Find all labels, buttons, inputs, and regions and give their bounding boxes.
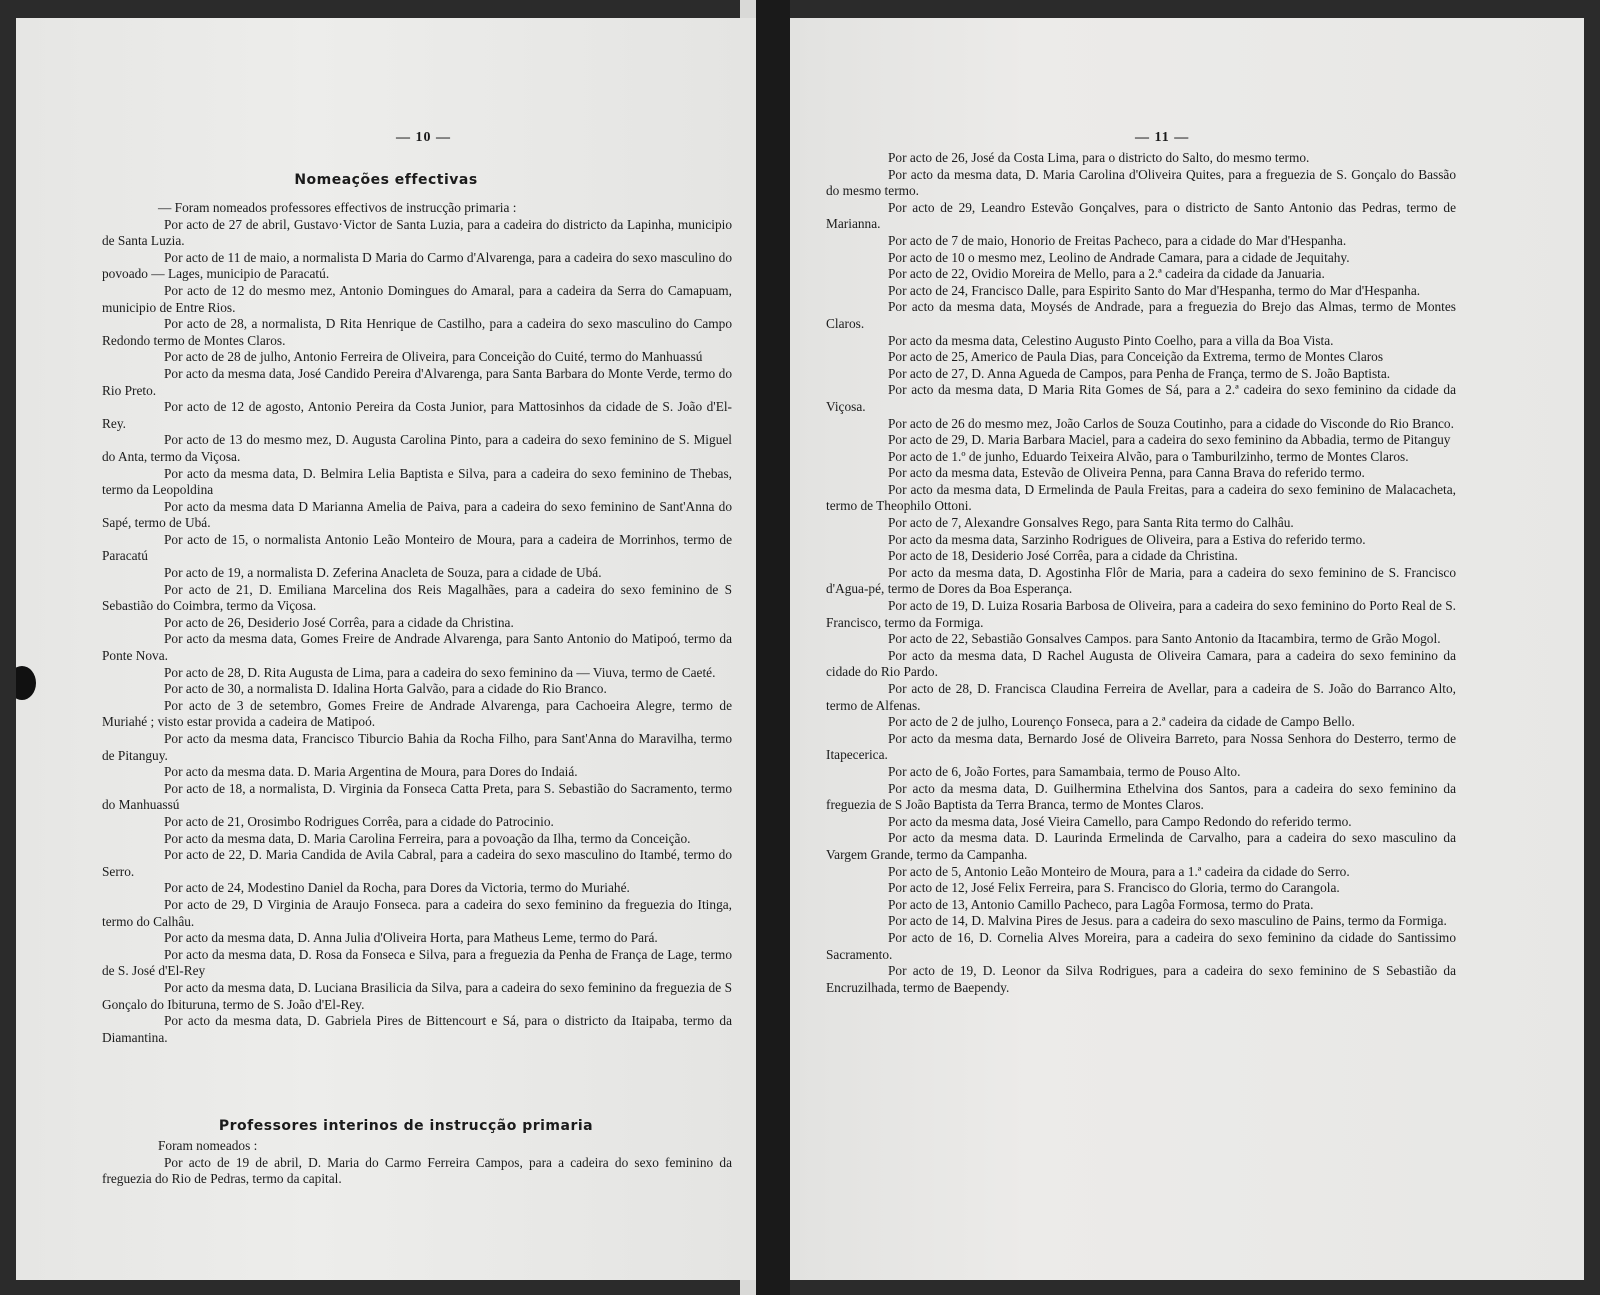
paragraph: Por acto de 12, José Felix Ferreira, para S. Francisco do Gloria, termo do Carangola. [888,880,1340,896]
paragraph: Por acto da mesma data, D Rachel Augusta de Oliveira Camara, para a cadeira do sexo feminino da cidade do Rio Pardo. [826,647,1456,680]
paragraph: Por acto da mesma data, D. Guilhermina Ethelvina dos Santos, para a cadeira do sexo feminino da freguezia de S João Baptista da Terra Branca, termo de Montes Claros. [826,780,1456,813]
paragraph: Por acto de 24, Francisco Dalle, para Espirito Santo do Mar d'Hespanha, termo do Mar d'Hespanha. [888,282,1421,298]
paragraph: Por acto da mesma data, Gomes Freire de Andrade Alvarenga, para Santo Antonio do Matipoó, termo da Ponte Nova. [102,631,732,664]
paragraph: Por acto de 21, Orosimbo Rodrigues Corrêa, para a cidade do Patrocinio. [164,813,554,829]
paragraph: Por acto de 7, Alexandre Gonsalves Rego, para Santa Rita termo do Calhâu. [888,515,1294,531]
paragraph: Por acto da mesma data, Estevão de Oliveira Penna, para Canna Brava do referido termo. [888,465,1365,481]
paragraph: Por acto da mesma data, José Vieira Camello, para Campo Redondo do referido termo. [888,813,1352,829]
paragraph: Por acto de 6, João Fortes, para Samambaia, termo de Pouso Alto. [888,763,1241,779]
paragraph: Por acto da mesma data, D. Maria Carolina Ferreira, para a povoação da Ilha, termo da Conceição. [164,830,691,846]
paragraph: Por acto da mesma data, D. Anna Julia d'Oliveira Horta, para Matheus Leme, termo do Pará. [164,930,658,946]
paragraph: Por acto da mesma data, José Candido Pereira d'Alvarenga, para Santa Barbara do Monte Verde, termo do Rio Preto. [102,365,732,398]
paragraph: Por acto de 26, José da Costa Lima, para o districto do Salto, do mesmo termo. [888,150,1310,165]
paragraph: Por acto de 30, a normalista D. Idalina Horta Galvão, para a cidade do Rio Branco. [164,681,607,697]
paragraph: Por acto de 14, D. Malvina Pires de Jesus. para a cadeira do sexo masculino de Pains, termo da Formiga. [888,913,1447,929]
paragraph: Por acto da mesma data. D. Laurinda Ermelinda de Carvalho, para a cadeira do sexo masculino da Vargem Grande, termo da Campanha. [826,830,1456,862]
paragraph: Por acto de 13 do mesmo mez, D. Augusta Carolina Pinto, para a cadeira do sexo feminino de S. Miguel do Anta, termo da Viçosa. [102,432,732,464]
paragraph: Por acto da mesma data, Moysés de Andrade, para a freguezia do Brejo das Almas, termo de Montes Claros. [826,299,1456,331]
paragraph: Por acto da mesma data. D. Maria Argentina de Moura, para Dores do Indaiá. [164,764,578,780]
paragraph: Por acto de 22, Ovidio Moreira de Mello, para a 2.ª cadeira da cidade da Januaria. [888,266,1325,282]
paragraph: Por acto de 19, a normalista D. Zeferina Anacleta de Souza, para a cidade de Ubá. [164,565,602,581]
paragraph: Por acto de 18, a normalista, D. Virginia da Fonseca Catta Preta, para S. Sebastião do Sacramento, termo do Manhuassú [102,780,732,813]
paragraph: Por acto de 12 de agosto, Antonio Pereira da Costa Junior, para Mattosinhos da cidade de S. João d'El-Rey. [102,399,732,431]
paragraph: Por acto de 16, D. Cornelia Alves Moreira, para a cadeira do sexo feminino da cidade do Santissimo Sacramento. [826,929,1456,962]
paragraph: Por acto de 13, Antonio Camillo Pacheco, para Lagôa Formosa, termo do Prata. [888,896,1314,912]
paragraph: Por acto da mesma data, D. Rosa da Fonseca e Silva, para a freguezia da Penha de França de Lage, termo de S. José d'El-Rey [102,946,732,979]
paragraph: Por acto de 18, Desiderio José Corrêa, para a cidade da Christina. [888,548,1238,564]
section-heading: Nomeações effectivas [294,172,478,188]
paragraph: Por acto de 10 o mesmo mez, Leolino de Andrade Camara, para a cidade de Jequitahy. [888,249,1350,265]
paragraph: Por acto da mesma data, Sarzinho Rodrigues de Oliveira, para a Estiva do referido termo. [888,531,1366,547]
paragraph: Por acto de 25, Americo de Paula Dias, para Conceição da Extrema, termo de Montes Claros [888,349,1384,365]
paragraph: Por acto de 29, D Virginia de Araujo Fonseca. para a cadeira do sexo feminino da freguezia do Itinga, termo do Calhâu. [102,896,732,929]
paragraph: Por acto de 2 de julho, Lourenço Fonseca, para a 2.ª cadeira da cidade de Campo Bello. [888,714,1355,730]
paragraph: Por acto de 28, D. Francisca Claudina Ferreira de Avellar, para a cadeira de S. João do Barranco Alto, termo de Alfenas. [826,681,1456,713]
paragraph: Por acto de 27 de abril, Gustavo·Victor de Santa Luzia, para a cadeira do districto da Lapinha, municipio de Santa Luzia. [102,216,732,249]
paragraph: Por acto de 19 de abril, D. Maria do Carmo Ferreira Campos, para a cadeira do sexo feminino da freguezia do Rio de Pedras, termo da capital. [102,1154,732,1187]
paragraph: Por acto de 29, D. Maria Barbara Maciel, para a cadeira do sexo feminino da Abbadia, termo de Pitanguy [888,432,1451,448]
paragraph: Por acto da mesma data, D. Agostinha Flôr de Maria, para a cadeira do sexo feminino de S. Francisco d'Agua-pé, termo de Dores da Boa Esperança. [826,564,1456,597]
paragraph: Por acto de 29, Leandro Estevão Gonçalves, para o districto de Santo Antonio das Pedras, termo de Marianna. [826,199,1456,232]
paragraph: Por acto da mesma data D Marianna Amelia de Paiva, para a cadeira do sexo feminino de Sant'Anna do Sapé, termo de Ubá. [102,498,732,531]
paragraph: Por acto da mesma data, D. Luciana Brasilicia da Silva, para a cadeira do sexo feminino da freguezia de S Gonçalo do Ibituruna, termo de S. João d'El-Rey. [102,979,732,1012]
paragraph: Por acto de 15, o normalista Antonio Leão Monteiro de Moura, para a cadeira de Morrinhos, termo de Paracatú [102,531,732,564]
paragraph: Por acto da mesma data, D Ermelinda de Paula Freitas, para a cadeira do sexo feminino de Malacacheta, termo de Theophilo Ottoni. [826,481,1456,514]
paragraph: Por acto de 24, Modestino Daniel da Rocha, para Dores da Victoria, termo do Muriahé. [164,880,630,896]
paragraph: Por acto de 28, D. Rita Augusta de Lima, para a cadeira do sexo feminino da — Viuva, termo de Caeté. [164,664,716,680]
paragraph: Foram nomeados : [158,1138,258,1153]
left-body-text [102,200,732,1046]
paragraph: Por acto de 21, D. Emiliana Marcelina dos Reis Magalhães, para a cadeira do sexo feminino de S Sebastião do Coimbra, termo da Viçosa. [102,581,732,614]
paragraph: Por acto de 12 do mesmo mez, Antonio Domingues do Amaral, para a cadeira da Serra do Camapuam, municipio de Entre Rios. [102,282,732,315]
paragraph: Por acto de 28 de julho, Antonio Ferreira de Oliveira, para Conceição do Cuité, termo do Manhuassú [164,349,703,365]
paragraph: Por acto da mesma data, Bernardo José de Oliveira Barreto, para Nossa Senhora do Desterro, termo de Itapecerica. [826,730,1456,763]
paragraph: Por acto da mesma data, D. Maria Carolina d'Oliveira Quites, para a freguezia de S. Gonçalo do Bassão do mesmo termo. [826,166,1456,199]
paragraph: Por acto de 22, D. Maria Candida de Avila Cabral, para a cadeira do sexo masculino do Itambé, termo do Serro. [102,847,732,879]
paragraph: Por acto de 7 de maio, Honorio de Freitas Pacheco, para a cidade do Mar d'Hespanha. [888,232,1347,248]
left-page [16,18,756,1280]
paragraph: Por acto de 11 de maio, a normalista D Maria do Carmo d'Alvarenga, para a cadeira do sexo masculino do povoado — Lages, municipio de Paracatú. [102,249,732,282]
paragraph: Por acto de 26 do mesmo mez, João Carlos de Souza Coutinho, para a cidade do Visconde do Rio Branco. [888,415,1454,431]
paragraph: Por acto da mesma data, D Maria Rita Gomes de Sá, para a 2.ª cadeira do sexo feminino da cidade da Viçosa. [826,382,1456,414]
paragraph: Por acto de 19, D. Luiza Rosaria Barbosa de Oliveira, para a cadeira do sexo feminino do Porto Real de S. Francisco, termo da Formiga. [826,598,1456,630]
paragraph: Por acto de 5, Antonio Leão Monteiro de Moura, para a 1.ª cadeira da cidade do Serro. [888,863,1350,879]
page-number: — 10 — [396,130,451,145]
paragraph: — Foram nomeados professores effectivos de instrucção primaria : [158,200,517,215]
paragraph: Por acto da mesma data, D. Gabriela Pires de Bittencourt e Sá, para o districto da Itaipaba, termo da Diamantina. [102,1013,732,1045]
binding-hole [16,666,36,700]
paragraph: Por acto de 26, Desiderio José Corrêa, para a cidade da Christina. [164,614,514,630]
paragraph: Por acto de 1.º de junho, Eduardo Teixeira Alvão, para o Tamburilzinho, termo de Montes Claros. [888,448,1409,464]
section-heading-interinos: Professores interinos de instrucção primaria [218,1118,594,1134]
right-page [790,18,1584,1280]
paragraph: Por acto de 27, D. Anna Agueda de Campos, para Penha de França, termo de S. João Baptista. [888,365,1391,381]
paragraph: Por acto de 19, D. Leonor da Silva Rodrigues, para a cadeira do sexo feminino de S Sebastião da Encruzilhada, termo de Baependy. [826,963,1456,995]
paragraph: Por acto de 22, Sebastião Gonsalves Campos. para Santo Antonio da Itacambira, termo de Grão Mogol. [888,631,1441,647]
paragraph: Por acto da mesma data, D. Belmira Lelia Baptista e Silva, para a cadeira do sexo feminino de Thebas, termo da Leopoldina [102,465,732,498]
paragraph: Por acto da mesma data, Celestino Augusto Pinto Coelho, para a villa da Boa Vista. [888,332,1334,348]
paragraph: Por acto da mesma data, Francisco Tiburcio Bahia da Rocha Filho, para Sant'Anna do Maravilha, termo de Pitanguy. [102,731,732,763]
book-spine [756,0,790,1295]
page-number: — 11 — [1135,130,1190,145]
paragraph: Por acto de 28, a normalista, D Rita Henrique de Castilho, para a cadeira do sexo masculino do Campo Redondo termo de Montes Claros. [102,316,732,348]
paragraph: Por acto de 3 de setembro, Gomes Freire de Andrade Alvarenga, para Cachoeira Alegre, termo de Muriahé ; visto estar provida a cadeira de Matipoó. [102,697,732,730]
right-body-text [826,150,1456,996]
left-interinos-text [102,1138,732,1188]
